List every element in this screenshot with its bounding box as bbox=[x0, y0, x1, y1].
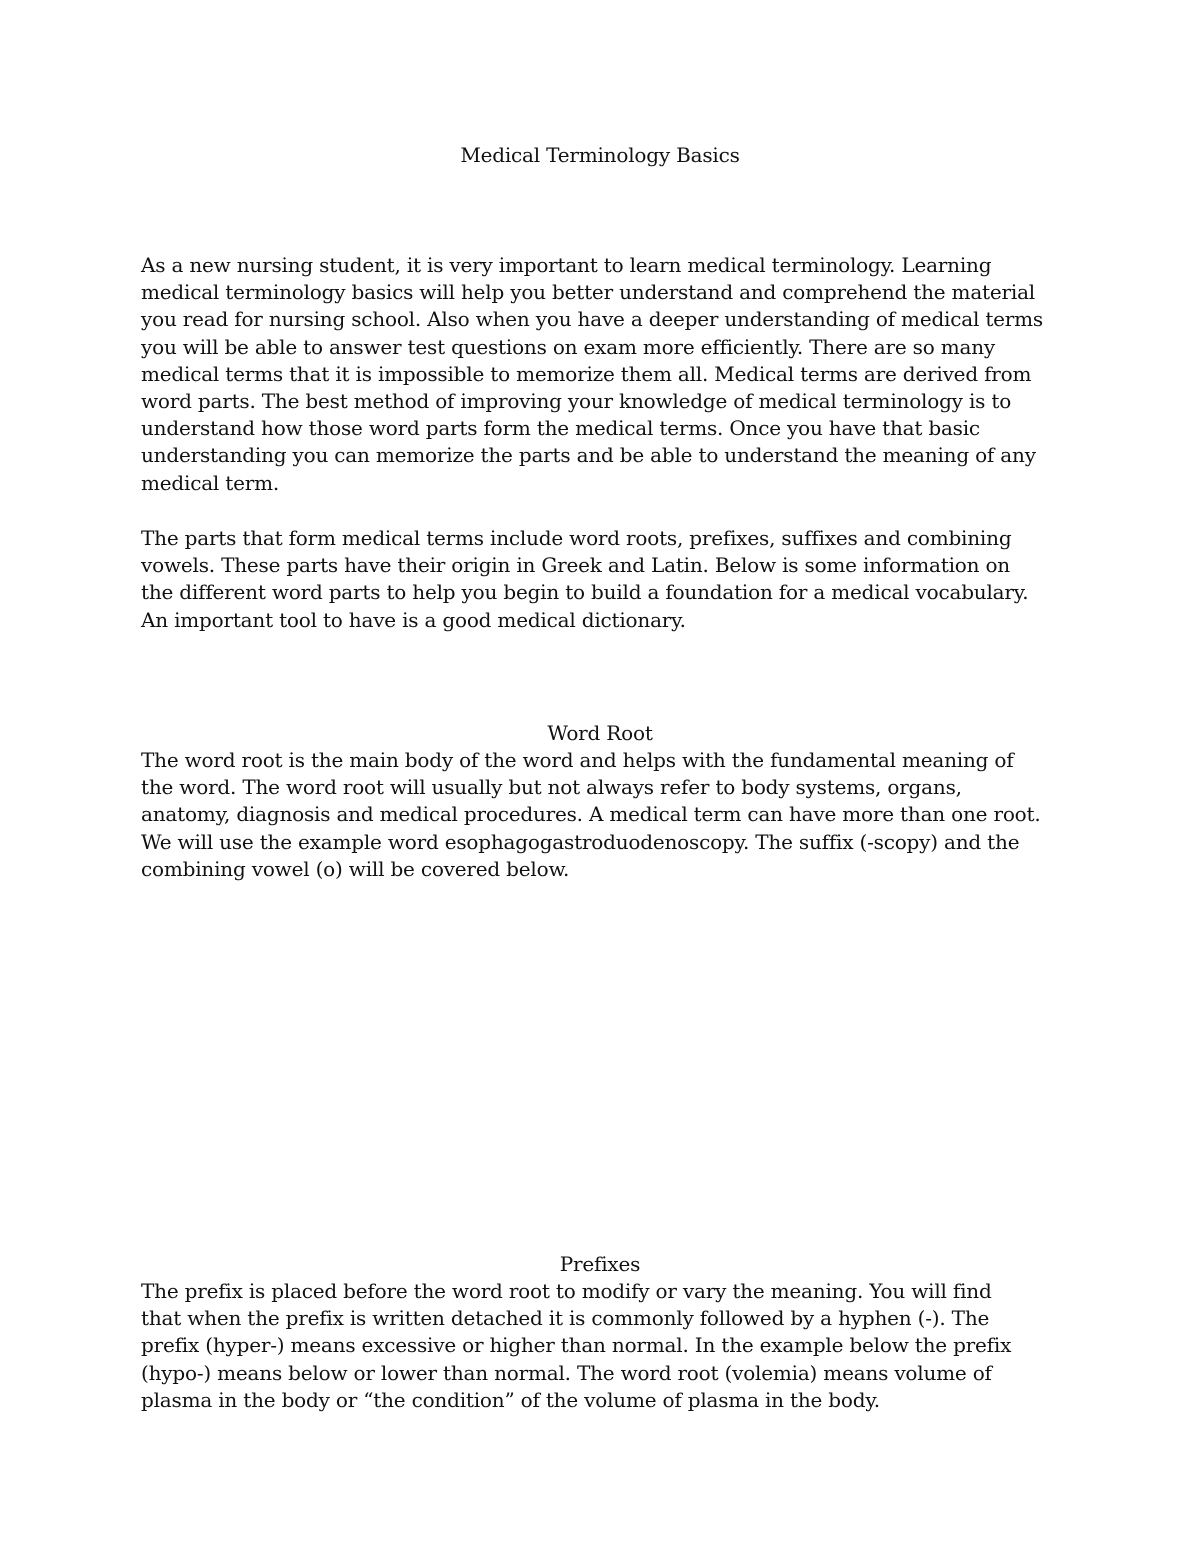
word-root-paragraph: The word root is the main body of the word and helps with the fundamental meaning of the word. The word root will usually but not always refer to body systems, organs, anatomy, diagnosis and medical procedures. A medical term can have more than one root. We will use the example word esophagogastroduodenoscopy. The suffix (-scopy) and the combining vowel (o) will be covered below. bbox=[141, 748, 1041, 881]
section-heading-word-root: Word Root bbox=[547, 721, 653, 745]
section-heading-prefixes: Prefixes bbox=[559, 1252, 641, 1276]
prefixes-paragraph: The prefix is placed before the word root to modify or vary the meaning. You will find that when the prefix is written detached it is commonly followed by a hyphen (-). The prefix (hyper-) means excessive or higher than normal. In the example below the prefix (hypo-) means below or lower than normal. The word root (volemia) means volume of plasma in the body or “the condition” of the volume of plasma in the body. bbox=[141, 1279, 1012, 1412]
word-parts-paragraph: The parts that form medical terms include word roots, prefixes, suffixes and combining vowels. These parts have their origin in Greek and Latin. Below is some information on the different word parts to help you begin to build a foundation for a medical vocabulary. An important tool to have is a good medical dictionary. bbox=[141, 526, 1029, 632]
intro-paragraph: As a new nursing student, it is very important to learn medical terminology. Learning medical terminology basics will help you better understand and comprehend the material you read for nursing school. Also when you have a deeper understanding of medical terms you will be able to answer test questions on exam more efficiently. There are so many medical terms that it is impossible to memorize them all. Medical terms are derived from word parts. The best method of improving your knowledge of medical terminology is to understand how those word parts form the medical terms. Once you have that basic understanding you can memorize the parts and be able to understand the meaning of any medical term. bbox=[141, 253, 1043, 495]
document-title: Medical Terminology Basics bbox=[460, 143, 740, 167]
